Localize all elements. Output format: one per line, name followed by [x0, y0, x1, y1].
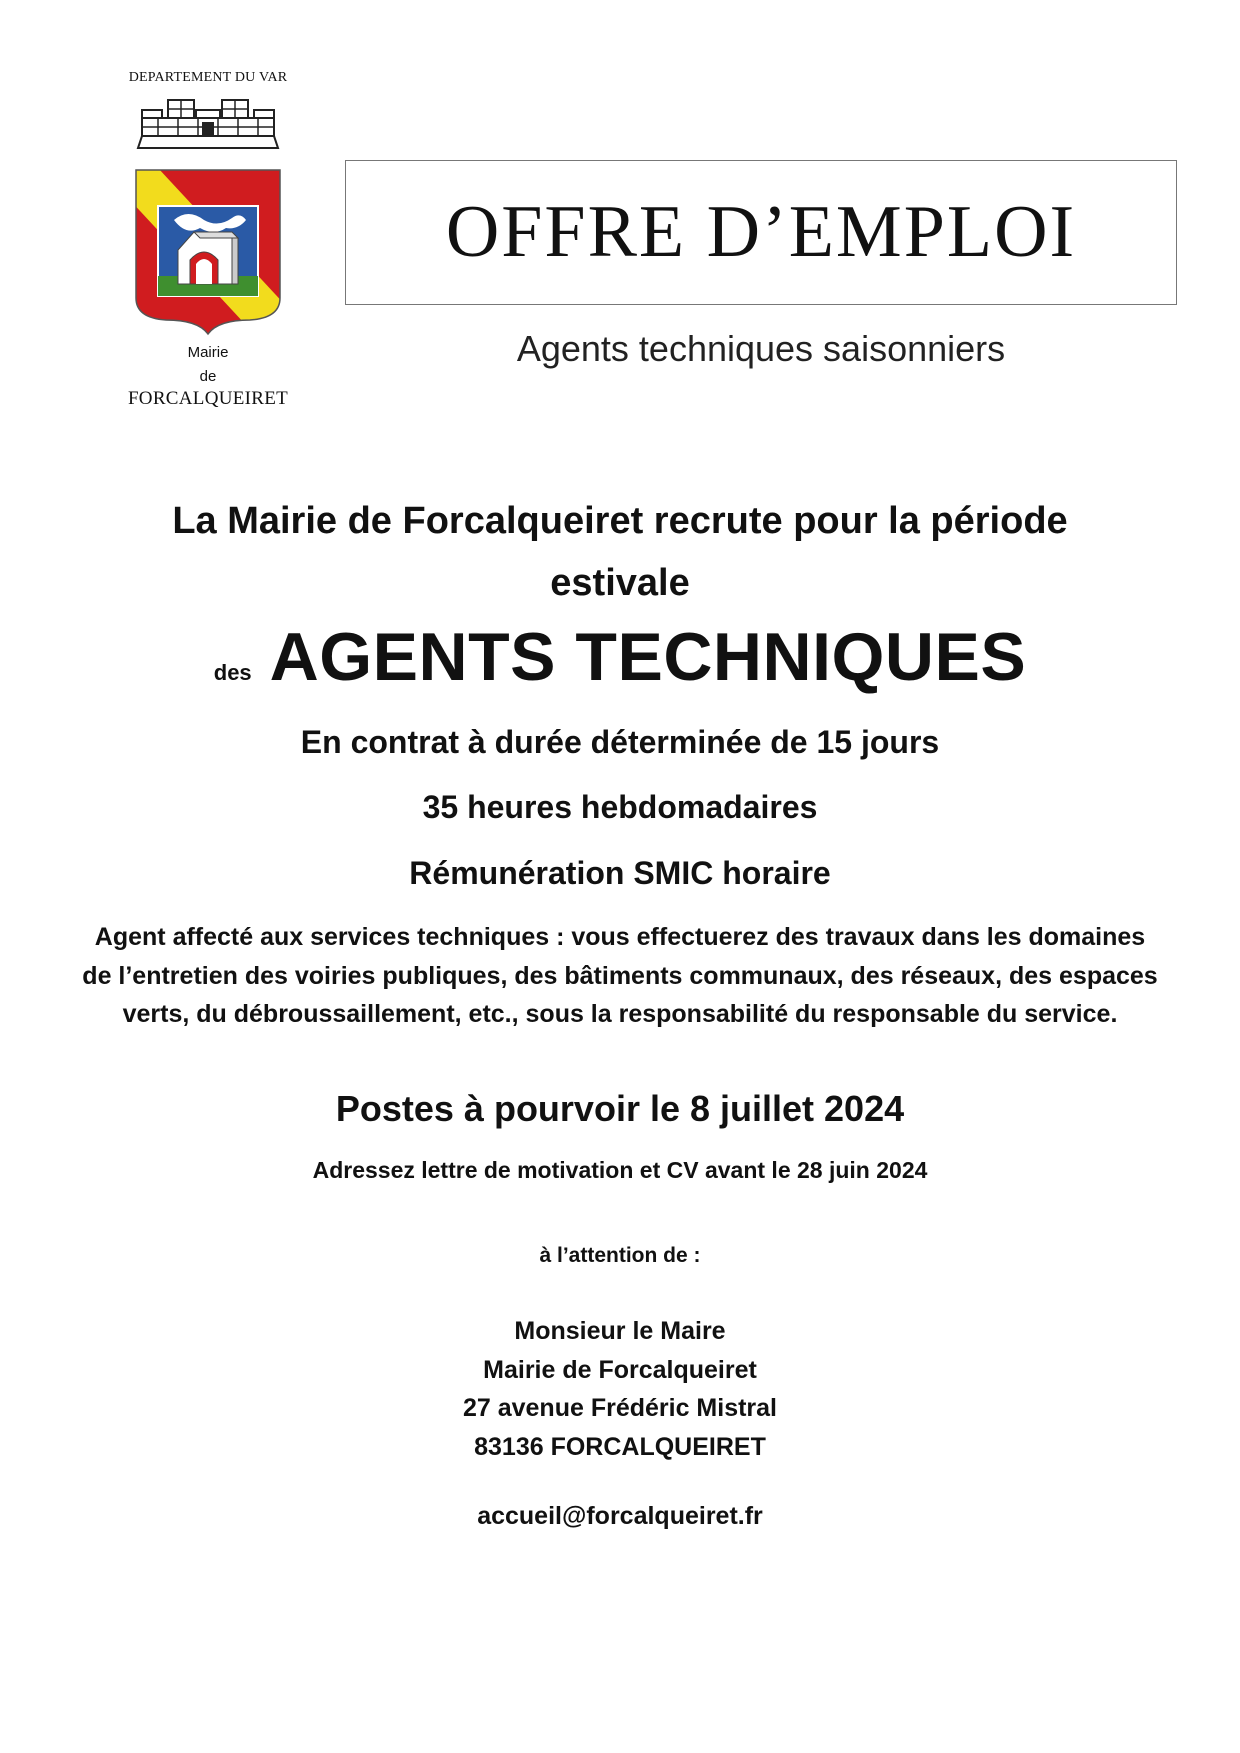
hours-text: 35 heures hebdomadaires	[422, 789, 818, 825]
intro-paragraph	[60, 490, 1180, 614]
agents-prefix: des	[213, 660, 252, 685]
agents-title: AGENTS TECHNIQUES	[269, 619, 1027, 695]
intro-line-1: La Mairie de Forcalqueiret recrute pour la période	[172, 500, 1068, 542]
address-line-2: Mairie de Forcalqueiret	[483, 1355, 757, 1384]
address-line-3: 27 avenue Frédéric Mistral	[462, 1394, 778, 1422]
description-line-1: Agent affecté aux services techniques : vous effectuerez des travaux dans les domaines	[94, 923, 1146, 951]
postes-date: Postes à pourvoir le 8 juillet 2024	[335, 1088, 905, 1129]
crest-shield-icon	[128, 88, 288, 338]
attention-label: à l’attention de :	[539, 1244, 701, 1267]
postal-address	[60, 1312, 1180, 1466]
crest-mairie-label: Mairie	[187, 344, 229, 361]
page-subtitle: Agents techniques saisonniers	[516, 328, 1006, 369]
crest-town-label: FORCALQUEIRET	[127, 388, 289, 409]
coat-of-arms	[118, 70, 298, 420]
page-title: OFFRE D’EMPLOI	[445, 191, 1077, 273]
crest-de-label: de	[199, 368, 217, 385]
description-line-3: verts, du débroussaillement, etc., sous la responsabilité du responsable du service.	[122, 1000, 1118, 1028]
pay-text: Rémunération SMIC horaire	[409, 855, 831, 891]
intro-line-2: estivale	[550, 562, 690, 604]
application-deadline: Adressez lettre de motivation et CV avant le 28 juin 2024	[312, 1157, 928, 1183]
title-box	[345, 160, 1177, 305]
description-line-2: de l’entretien des voiries publiques, des bâtiments communaux, des réseaux, des espaces	[82, 961, 1158, 990]
contact-email: accueil@forcalqueiret.fr	[477, 1502, 763, 1530]
job-description	[70, 918, 1170, 1034]
contract-text: En contrat à durée déterminée de 15 jours	[300, 724, 940, 760]
address-line-4: 83136 FORCALQUEIRET	[474, 1432, 766, 1461]
agents-heading	[60, 618, 1180, 696]
crest-department-label: DEPARTEMENT DU VAR	[128, 70, 288, 85]
address-line-1: Monsieur le Maire	[514, 1317, 726, 1345]
